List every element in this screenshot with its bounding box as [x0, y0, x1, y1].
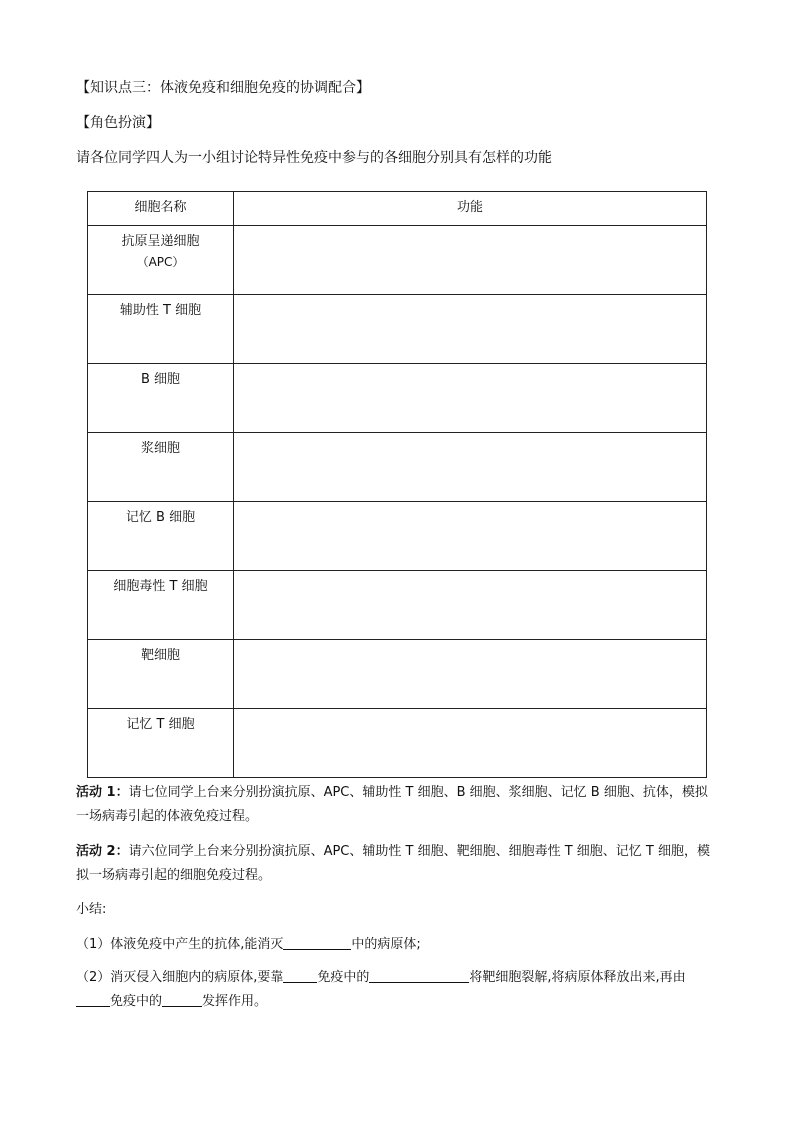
activity-1-text: 请七位同学上台来分别扮演抗原、APC、辅助性 T 细胞、B 细胞、浆细胞、记忆 B 细胞、抗体，模拟一场病毒引起的体液免疫过程。 [76, 785, 708, 824]
activity-2-label: 活动 2： [76, 844, 129, 859]
activity-2 [76, 840, 716, 888]
function-cell[interactable] [234, 295, 707, 364]
fill-blank[interactable] [369, 967, 469, 983]
activity-1 [76, 781, 716, 829]
function-cell[interactable] [234, 364, 707, 433]
table-row [88, 433, 707, 502]
cell-name: 记忆 T 细胞 [88, 709, 234, 778]
header-function: 功能 [234, 192, 707, 226]
cell-name: 靶细胞 [88, 640, 234, 709]
fill-blank[interactable] [283, 934, 351, 950]
function-cell[interactable] [234, 640, 707, 709]
function-cell[interactable] [234, 571, 707, 640]
cell-name: 细胞毒性 T 细胞 [88, 571, 234, 640]
cell-name: 记忆 B 细胞 [88, 502, 234, 571]
function-cell[interactable] [234, 502, 707, 571]
table-row [88, 364, 707, 433]
table-header-row [88, 192, 707, 226]
cell-name: 浆细胞 [88, 433, 234, 502]
section-title: 【知识点三：体液免疫和细胞免疫的协调配合】 [76, 80, 370, 96]
summary-1-part-b: 中的病原体; [351, 937, 421, 952]
table-row [88, 640, 707, 709]
cell-name-abbrev: （APC） [136, 255, 185, 269]
intro-text: 请各位同学四人为一小组讨论特异性免疫中参与的各细胞分别具有怎样的功能 [76, 150, 552, 166]
role-play-heading: 【角色扮演】 [76, 115, 160, 131]
activity-1-label: 活动 1： [76, 785, 129, 800]
cell-name-text: 抗原呈递细胞 [121, 234, 200, 249]
summary-item-2 [76, 966, 716, 1014]
summary-label: 小结: [76, 902, 107, 917]
summary-2-part-c: 将靶细胞裂解,将病原体释放出来,再由 [469, 970, 686, 985]
function-cell[interactable] [234, 709, 707, 778]
cell-function-table [87, 191, 707, 778]
activity-2-text: 请六位同学上台来分别扮演抗原、APC、辅助性 T 细胞、靶细胞、细胞毒性 T 细胞、记忆 T 细胞，模拟一场病毒引起的细胞免疫过程。 [76, 844, 711, 883]
summary-2-part-b: 免疫中的 [317, 970, 370, 985]
cell-name [88, 226, 234, 295]
table-row [88, 295, 707, 364]
table-row [88, 502, 707, 571]
table-row [88, 709, 707, 778]
header-cell-name: 细胞名称 [88, 192, 234, 226]
function-cell[interactable] [234, 433, 707, 502]
summary-1-part-a: （1）体液免疫中产生的抗体,能消灭 [76, 937, 284, 952]
summary-2-part-e: 发挥作用。 [202, 994, 268, 1009]
summary-item-1 [76, 933, 716, 957]
cell-name: B 细胞 [88, 364, 234, 433]
fill-blank[interactable] [76, 991, 110, 1007]
cell-name: 辅助性 T 细胞 [88, 295, 234, 364]
table-row [88, 571, 707, 640]
fill-blank[interactable] [283, 967, 317, 983]
summary-2-part-d: 免疫中的 [110, 994, 163, 1009]
summary-2-part-a: （2）消灭侵入细胞内的病原体,要靠 [76, 970, 284, 985]
fill-blank[interactable] [162, 991, 202, 1007]
table-row [88, 226, 707, 295]
function-cell[interactable] [234, 226, 707, 295]
